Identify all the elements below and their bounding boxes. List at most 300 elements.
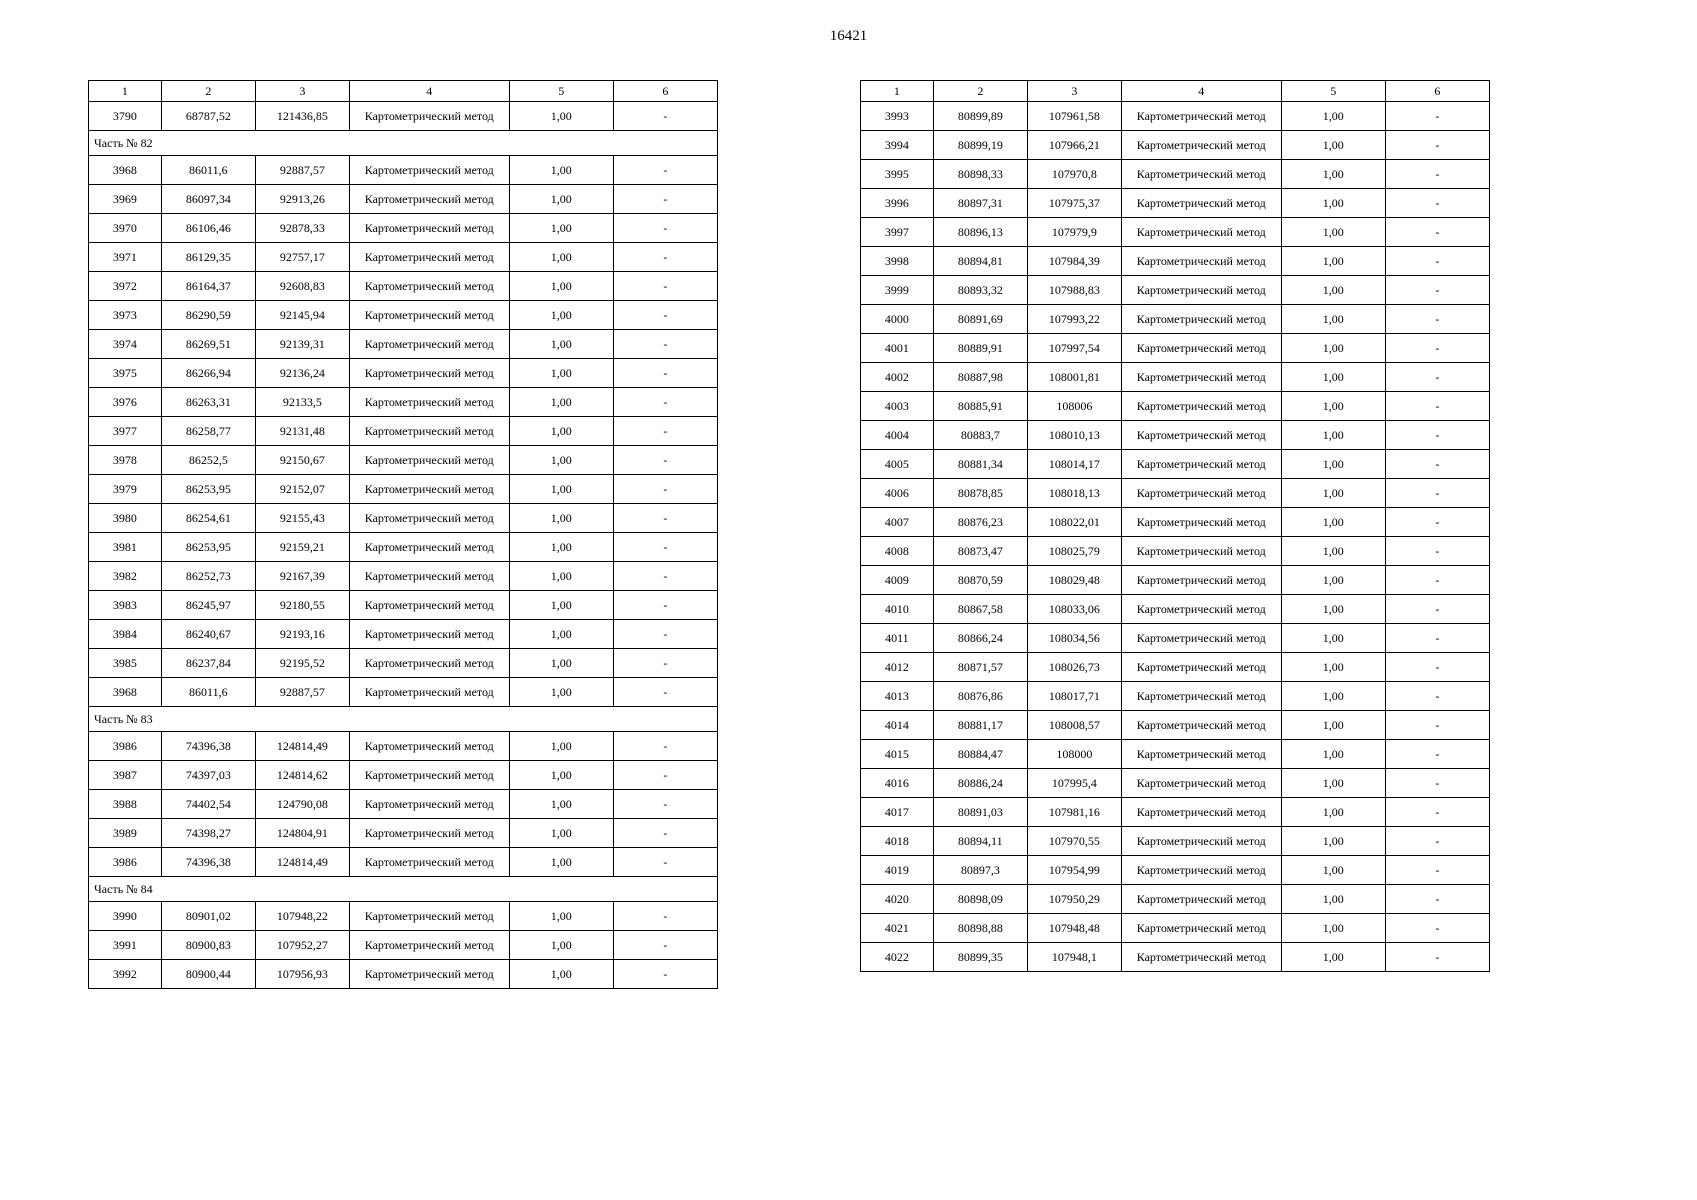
cell-y: 107970,8	[1027, 160, 1121, 189]
cell-method: Картометрический метод	[1121, 305, 1281, 334]
cell-accuracy: 1,00	[509, 359, 613, 388]
section-label: Часть № 84	[89, 877, 718, 902]
table-row	[89, 678, 718, 707]
cell-method: Картометрический метод	[349, 214, 509, 243]
table-row	[861, 682, 1490, 711]
cell-x: 80887,98	[933, 363, 1027, 392]
cell-x: 80900,83	[161, 931, 255, 960]
cell-note: -	[613, 301, 717, 330]
table-row	[861, 624, 1490, 653]
cell-y: 107948,48	[1027, 914, 1121, 943]
cell-y: 108014,17	[1027, 450, 1121, 479]
cell-point-number: 4014	[861, 711, 934, 740]
cell-y: 92195,52	[255, 649, 349, 678]
cell-note: -	[613, 504, 717, 533]
cell-accuracy: 1,00	[509, 185, 613, 214]
table-row	[89, 620, 718, 649]
cell-y: 121436,85	[255, 102, 349, 131]
cell-accuracy: 1,00	[1281, 276, 1385, 305]
cell-point-number: 4010	[861, 595, 934, 624]
table-row	[861, 392, 1490, 421]
table-row	[861, 943, 1490, 972]
cell-note: -	[1385, 653, 1489, 682]
cell-method: Картометрический метод	[349, 272, 509, 301]
cell-y: 108010,13	[1027, 421, 1121, 450]
cell-x: 80873,47	[933, 537, 1027, 566]
coordinates-table-left	[88, 80, 718, 989]
table-row	[861, 508, 1490, 537]
coordinates-table-right	[860, 80, 1490, 972]
cell-accuracy: 1,00	[509, 591, 613, 620]
cell-y: 92155,43	[255, 504, 349, 533]
cell-x: 74397,03	[161, 761, 255, 790]
table-row	[89, 591, 718, 620]
cell-x: 80881,17	[933, 711, 1027, 740]
cell-method: Картометрический метод	[349, 591, 509, 620]
cell-y: 92608,83	[255, 272, 349, 301]
cell-accuracy: 1,00	[509, 156, 613, 185]
cell-point-number: 4011	[861, 624, 934, 653]
table-row	[89, 301, 718, 330]
cell-x: 80886,24	[933, 769, 1027, 798]
column-header-1: 1	[89, 81, 162, 102]
cell-accuracy: 1,00	[509, 504, 613, 533]
cell-y: 107954,99	[1027, 856, 1121, 885]
cell-point-number: 4001	[861, 334, 934, 363]
cell-point-number: 4022	[861, 943, 934, 972]
column-header-4: 4	[349, 81, 509, 102]
cell-x: 80898,88	[933, 914, 1027, 943]
cell-x: 80898,33	[933, 160, 1027, 189]
cell-method: Картометрический метод	[1121, 334, 1281, 363]
cell-point-number: 4008	[861, 537, 934, 566]
cell-x: 80871,57	[933, 653, 1027, 682]
cell-accuracy: 1,00	[509, 902, 613, 931]
cell-note: -	[613, 649, 717, 678]
column-header-5: 5	[1281, 81, 1385, 102]
cell-x: 74396,38	[161, 732, 255, 761]
cell-x: 86011,6	[161, 156, 255, 185]
cell-y: 107950,29	[1027, 885, 1121, 914]
cell-y: 107948,1	[1027, 943, 1121, 972]
cell-accuracy: 1,00	[509, 678, 613, 707]
cell-x: 80893,32	[933, 276, 1027, 305]
cell-accuracy: 1,00	[1281, 798, 1385, 827]
cell-x: 86097,34	[161, 185, 255, 214]
cell-note: -	[613, 562, 717, 591]
cell-note: -	[1385, 305, 1489, 334]
cell-accuracy: 1,00	[509, 562, 613, 591]
cell-point-number: 3988	[89, 790, 162, 819]
cell-point-number: 3971	[89, 243, 162, 272]
cell-note: -	[613, 761, 717, 790]
cell-method: Картометрический метод	[349, 417, 509, 446]
cell-x: 86245,97	[161, 591, 255, 620]
cell-point-number: 4016	[861, 769, 934, 798]
cell-note: -	[613, 848, 717, 877]
table-row	[89, 156, 718, 185]
column-header-6: 6	[613, 81, 717, 102]
cell-point-number: 3994	[861, 131, 934, 160]
cell-y: 124814,62	[255, 761, 349, 790]
table-row	[89, 562, 718, 591]
cell-note: -	[1385, 682, 1489, 711]
cell-accuracy: 1,00	[1281, 305, 1385, 334]
table-row	[861, 653, 1490, 682]
cell-point-number: 3982	[89, 562, 162, 591]
table-row	[89, 388, 718, 417]
table-row	[89, 931, 718, 960]
cell-x: 86253,95	[161, 475, 255, 504]
column-header-1: 1	[861, 81, 934, 102]
table-row	[89, 790, 718, 819]
cell-method: Картометрический метод	[349, 156, 509, 185]
table-row	[89, 102, 718, 131]
cell-point-number: 4009	[861, 566, 934, 595]
table-section-row	[89, 131, 718, 156]
cell-y: 92152,07	[255, 475, 349, 504]
cell-x: 80897,31	[933, 189, 1027, 218]
cell-point-number: 4003	[861, 392, 934, 421]
cell-note: -	[613, 185, 717, 214]
cell-method: Картометрический метод	[1121, 566, 1281, 595]
cell-note: -	[1385, 508, 1489, 537]
cell-x: 80867,58	[933, 595, 1027, 624]
cell-method: Картометрический метод	[349, 790, 509, 819]
cell-accuracy: 1,00	[1281, 218, 1385, 247]
table-row	[861, 827, 1490, 856]
cell-note: -	[613, 533, 717, 562]
table-row	[861, 711, 1490, 740]
cell-method: Картометрический метод	[1121, 740, 1281, 769]
cell-accuracy: 1,00	[509, 649, 613, 678]
table-row	[89, 732, 718, 761]
cell-x: 68787,52	[161, 102, 255, 131]
cell-note: -	[1385, 856, 1489, 885]
table-row	[861, 102, 1490, 131]
cell-note: -	[613, 475, 717, 504]
cell-accuracy: 1,00	[1281, 479, 1385, 508]
cell-y: 107952,27	[255, 931, 349, 960]
cell-y: 107993,22	[1027, 305, 1121, 334]
cell-method: Картометрический метод	[1121, 421, 1281, 450]
cell-x: 80881,34	[933, 450, 1027, 479]
cell-accuracy: 1,00	[509, 819, 613, 848]
cell-method: Картометрический метод	[1121, 885, 1281, 914]
cell-note: -	[1385, 740, 1489, 769]
cell-y: 92878,33	[255, 214, 349, 243]
table-row	[861, 189, 1490, 218]
table-row	[89, 214, 718, 243]
cell-point-number: 3997	[861, 218, 934, 247]
cell-x: 80899,19	[933, 131, 1027, 160]
cell-y: 92139,31	[255, 330, 349, 359]
cell-note: -	[613, 272, 717, 301]
cell-method: Картометрический метод	[349, 475, 509, 504]
cell-x: 80891,69	[933, 305, 1027, 334]
cell-point-number: 3987	[89, 761, 162, 790]
cell-point-number: 4018	[861, 827, 934, 856]
cell-accuracy: 1,00	[1281, 566, 1385, 595]
column-header-4: 4	[1121, 81, 1281, 102]
cell-y: 107948,22	[255, 902, 349, 931]
table-section-row	[89, 877, 718, 902]
cell-method: Картометрический метод	[1121, 943, 1281, 972]
cell-method: Картометрический метод	[349, 931, 509, 960]
column-header-2: 2	[161, 81, 255, 102]
cell-method: Картометрический метод	[349, 359, 509, 388]
cell-point-number: 3973	[89, 301, 162, 330]
cell-y: 92913,26	[255, 185, 349, 214]
cell-y: 92193,16	[255, 620, 349, 649]
cell-point-number: 4021	[861, 914, 934, 943]
cell-y: 107979,9	[1027, 218, 1121, 247]
cell-point-number: 3984	[89, 620, 162, 649]
cell-accuracy: 1,00	[1281, 827, 1385, 856]
cell-method: Картометрический метод	[349, 848, 509, 877]
table-row	[861, 595, 1490, 624]
table-row	[861, 363, 1490, 392]
column-header-3: 3	[1027, 81, 1121, 102]
cell-method: Картометрический метод	[1121, 218, 1281, 247]
cell-y: 107966,21	[1027, 131, 1121, 160]
column-header-6: 6	[1385, 81, 1489, 102]
cell-note: -	[1385, 392, 1489, 421]
table-row	[89, 359, 718, 388]
cell-accuracy: 1,00	[509, 960, 613, 989]
cell-accuracy: 1,00	[1281, 769, 1385, 798]
cell-y: 92887,57	[255, 678, 349, 707]
cell-point-number: 4004	[861, 421, 934, 450]
cell-y: 108029,48	[1027, 566, 1121, 595]
cell-y: 124790,08	[255, 790, 349, 819]
column-header-5: 5	[509, 81, 613, 102]
cell-x: 86258,77	[161, 417, 255, 446]
cell-point-number: 3992	[89, 960, 162, 989]
cell-note: -	[1385, 943, 1489, 972]
cell-y: 107981,16	[1027, 798, 1121, 827]
cell-y: 108026,73	[1027, 653, 1121, 682]
cell-method: Картометрический метод	[349, 185, 509, 214]
cell-x: 74398,27	[161, 819, 255, 848]
cell-point-number: 3986	[89, 732, 162, 761]
cell-point-number: 3985	[89, 649, 162, 678]
cell-x: 80866,24	[933, 624, 1027, 653]
table-row	[89, 649, 718, 678]
cell-note: -	[1385, 247, 1489, 276]
cell-point-number: 3970	[89, 214, 162, 243]
cell-y: 124814,49	[255, 732, 349, 761]
cell-y: 108006	[1027, 392, 1121, 421]
cell-point-number: 3981	[89, 533, 162, 562]
cell-x: 86253,95	[161, 533, 255, 562]
cell-accuracy: 1,00	[509, 301, 613, 330]
cell-method: Картометрический метод	[1121, 624, 1281, 653]
cell-point-number: 4012	[861, 653, 934, 682]
cell-point-number: 3999	[861, 276, 934, 305]
cell-method: Картометрический метод	[1121, 102, 1281, 131]
cell-note: -	[613, 359, 717, 388]
cell-note: -	[1385, 769, 1489, 798]
table-row	[861, 769, 1490, 798]
cell-point-number: 3989	[89, 819, 162, 848]
cell-accuracy: 1,00	[509, 417, 613, 446]
cell-method: Картометрический метод	[349, 301, 509, 330]
cell-method: Картометрический метод	[349, 243, 509, 272]
table-row	[89, 819, 718, 848]
table-row	[861, 798, 1490, 827]
cell-accuracy: 1,00	[1281, 653, 1385, 682]
table-row	[89, 960, 718, 989]
cell-point-number: 3968	[89, 156, 162, 185]
cell-y: 108008,57	[1027, 711, 1121, 740]
cell-note: -	[1385, 189, 1489, 218]
cell-accuracy: 1,00	[509, 931, 613, 960]
section-label: Часть № 83	[89, 707, 718, 732]
cell-point-number: 3968	[89, 678, 162, 707]
cell-y: 108017,71	[1027, 682, 1121, 711]
cell-note: -	[613, 446, 717, 475]
cell-y: 92757,17	[255, 243, 349, 272]
cell-y: 107970,55	[1027, 827, 1121, 856]
cell-y: 107956,93	[255, 960, 349, 989]
table-row	[89, 417, 718, 446]
cell-x: 80900,44	[161, 960, 255, 989]
table-row	[89, 504, 718, 533]
cell-accuracy: 1,00	[1281, 131, 1385, 160]
cell-accuracy: 1,00	[1281, 624, 1385, 653]
cell-y: 107975,37	[1027, 189, 1121, 218]
cell-method: Картометрический метод	[349, 761, 509, 790]
cell-y: 108033,06	[1027, 595, 1121, 624]
table-row	[89, 185, 718, 214]
cell-accuracy: 1,00	[1281, 914, 1385, 943]
cell-x: 80891,03	[933, 798, 1027, 827]
cell-point-number: 4000	[861, 305, 934, 334]
cell-method: Картометрический метод	[1121, 537, 1281, 566]
table-row	[861, 160, 1490, 189]
cell-accuracy: 1,00	[509, 330, 613, 359]
cell-point-number: 3790	[89, 102, 162, 131]
cell-y: 108001,81	[1027, 363, 1121, 392]
table-row	[861, 885, 1490, 914]
cell-accuracy: 1,00	[1281, 595, 1385, 624]
cell-point-number: 3979	[89, 475, 162, 504]
cell-x: 74396,38	[161, 848, 255, 877]
cell-x: 80889,91	[933, 334, 1027, 363]
cell-x: 80884,47	[933, 740, 1027, 769]
cell-method: Картометрический метод	[349, 504, 509, 533]
cell-accuracy: 1,00	[509, 475, 613, 504]
cell-y: 124804,91	[255, 819, 349, 848]
cell-y: 108025,79	[1027, 537, 1121, 566]
cell-y: 92887,57	[255, 156, 349, 185]
cell-note: -	[1385, 421, 1489, 450]
cell-y: 92180,55	[255, 591, 349, 620]
cell-x: 86106,46	[161, 214, 255, 243]
cell-point-number: 3969	[89, 185, 162, 214]
cell-point-number: 4019	[861, 856, 934, 885]
cell-x: 80894,11	[933, 827, 1027, 856]
cell-accuracy: 1,00	[509, 388, 613, 417]
cell-method: Картометрический метод	[1121, 450, 1281, 479]
table-header-right	[861, 81, 1490, 102]
cell-note: -	[1385, 885, 1489, 914]
table-row	[861, 856, 1490, 885]
cell-note: -	[613, 417, 717, 446]
cell-method: Картометрический метод	[349, 960, 509, 989]
cell-point-number: 3996	[861, 189, 934, 218]
cell-method: Картометрический метод	[349, 732, 509, 761]
cell-method: Картометрический метод	[349, 678, 509, 707]
table-row	[861, 247, 1490, 276]
cell-note: -	[613, 156, 717, 185]
cell-note: -	[613, 214, 717, 243]
table-row	[861, 537, 1490, 566]
table-header-row	[861, 81, 1490, 102]
cell-note: -	[1385, 711, 1489, 740]
cell-note: -	[613, 243, 717, 272]
section-label: Часть № 82	[89, 131, 718, 156]
cell-accuracy: 1,00	[509, 272, 613, 301]
cell-point-number: 4017	[861, 798, 934, 827]
cell-accuracy: 1,00	[509, 102, 613, 131]
cell-accuracy: 1,00	[509, 446, 613, 475]
table-row	[861, 131, 1490, 160]
table-row	[861, 421, 1490, 450]
cell-accuracy: 1,00	[1281, 537, 1385, 566]
cell-x: 74402,54	[161, 790, 255, 819]
cell-x: 80899,35	[933, 943, 1027, 972]
cell-note: -	[1385, 450, 1489, 479]
cell-method: Картометрический метод	[1121, 508, 1281, 537]
cell-accuracy: 1,00	[1281, 334, 1385, 363]
table-body-left	[89, 102, 718, 989]
cell-method: Картометрический метод	[1121, 189, 1281, 218]
cell-note: -	[613, 678, 717, 707]
cell-x: 80899,89	[933, 102, 1027, 131]
cell-method: Картометрический метод	[349, 388, 509, 417]
cell-note: -	[1385, 363, 1489, 392]
table-row	[861, 305, 1490, 334]
cell-note: -	[613, 388, 717, 417]
cell-note: -	[1385, 218, 1489, 247]
cell-method: Картометрический метод	[1121, 856, 1281, 885]
cell-x: 80876,23	[933, 508, 1027, 537]
cell-y: 92136,24	[255, 359, 349, 388]
table-header-left	[89, 81, 718, 102]
cell-x: 86011,6	[161, 678, 255, 707]
table-row	[89, 902, 718, 931]
cell-method: Картометрический метод	[1121, 827, 1281, 856]
table-header-row	[89, 81, 718, 102]
cell-point-number: 3980	[89, 504, 162, 533]
table-row	[861, 914, 1490, 943]
cell-x: 80878,85	[933, 479, 1027, 508]
cell-x: 86252,73	[161, 562, 255, 591]
cell-accuracy: 1,00	[1281, 885, 1385, 914]
column-header-3: 3	[255, 81, 349, 102]
cell-method: Картометрический метод	[1121, 479, 1281, 508]
cell-method: Картометрический метод	[1121, 711, 1281, 740]
cell-accuracy: 1,00	[509, 732, 613, 761]
cell-y: 107997,54	[1027, 334, 1121, 363]
cell-point-number: 3998	[861, 247, 934, 276]
table-row	[89, 446, 718, 475]
cell-x: 86129,35	[161, 243, 255, 272]
cell-note: -	[1385, 102, 1489, 131]
cell-point-number: 3976	[89, 388, 162, 417]
